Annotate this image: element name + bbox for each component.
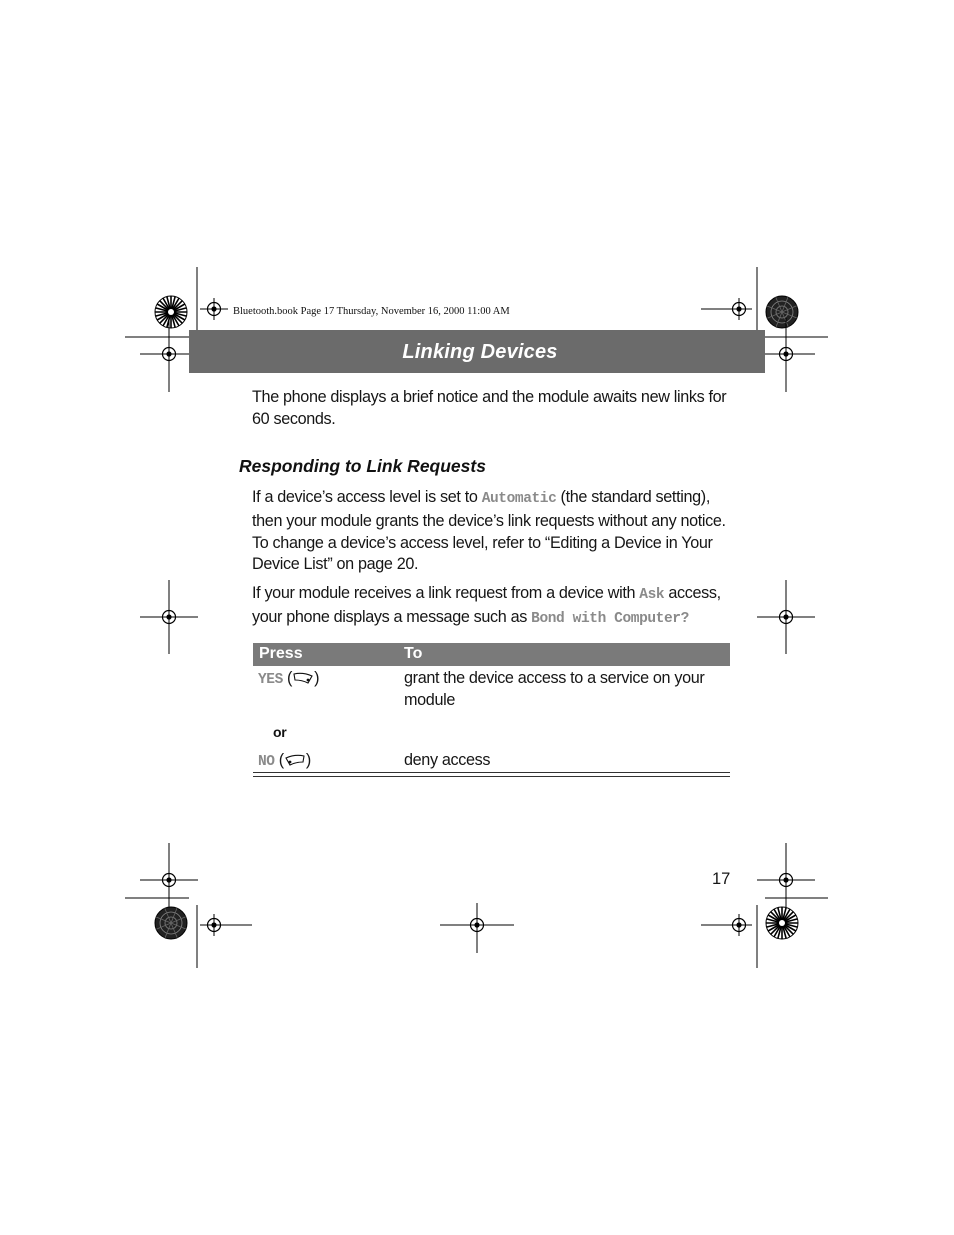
header-press: Press <box>259 645 303 662</box>
yes-key-cell: YES ( ) <box>258 669 320 688</box>
table-bottom-rule <box>253 772 730 773</box>
page-title: Linking Devices <box>402 341 558 363</box>
page-number: 17 <box>712 870 731 888</box>
ask-term: Ask <box>639 587 665 603</box>
header-to: To <box>404 645 423 662</box>
table-row-separator <box>253 716 730 750</box>
or-separator: or <box>273 724 287 740</box>
para1-before: If a device’s access level is set to <box>252 488 482 506</box>
para2-before: If your module receives a link request from a device with <box>252 584 640 602</box>
intro-paragraph: The phone displays a brief notice and the module awaits new links for 60 seconds. <box>252 388 727 428</box>
no-key-label: NO <box>258 754 275 770</box>
table-bottom-rule-2 <box>253 776 730 777</box>
no-key-cell: NO ( ) <box>258 751 311 770</box>
para2-middle: access, your phone displays a message such as <box>252 584 721 626</box>
deny-access-cell: deny access <box>404 751 491 769</box>
press-to-table <box>253 643 730 776</box>
left-soft-key-icon <box>284 753 306 767</box>
automatic-term: Automatic <box>481 491 557 507</box>
grant-access-cell: grant the device access to a service on your module <box>404 669 705 709</box>
yes-key-label: YES <box>258 672 283 688</box>
table-header <box>253 643 730 666</box>
link-request-paragraph <box>252 583 732 631</box>
para1-after: (the standard setting), then your module grants the device’s link requests without any notice. To change a device’s access level, refer to “Editing a Device in Your Device List” on page 20. <box>252 488 726 574</box>
print-info-slug: Bluetooth.book Page 17 Thursday, November 16, 2000 11:00 AM <box>233 306 510 317</box>
section-heading: Responding to Link Requests <box>239 456 486 476</box>
access-level-paragraph <box>252 487 732 576</box>
bond-message: Bond with Computer? <box>531 610 689 627</box>
title-bar <box>189 330 765 373</box>
table-row <box>253 668 730 716</box>
right-soft-key-icon <box>292 671 314 685</box>
